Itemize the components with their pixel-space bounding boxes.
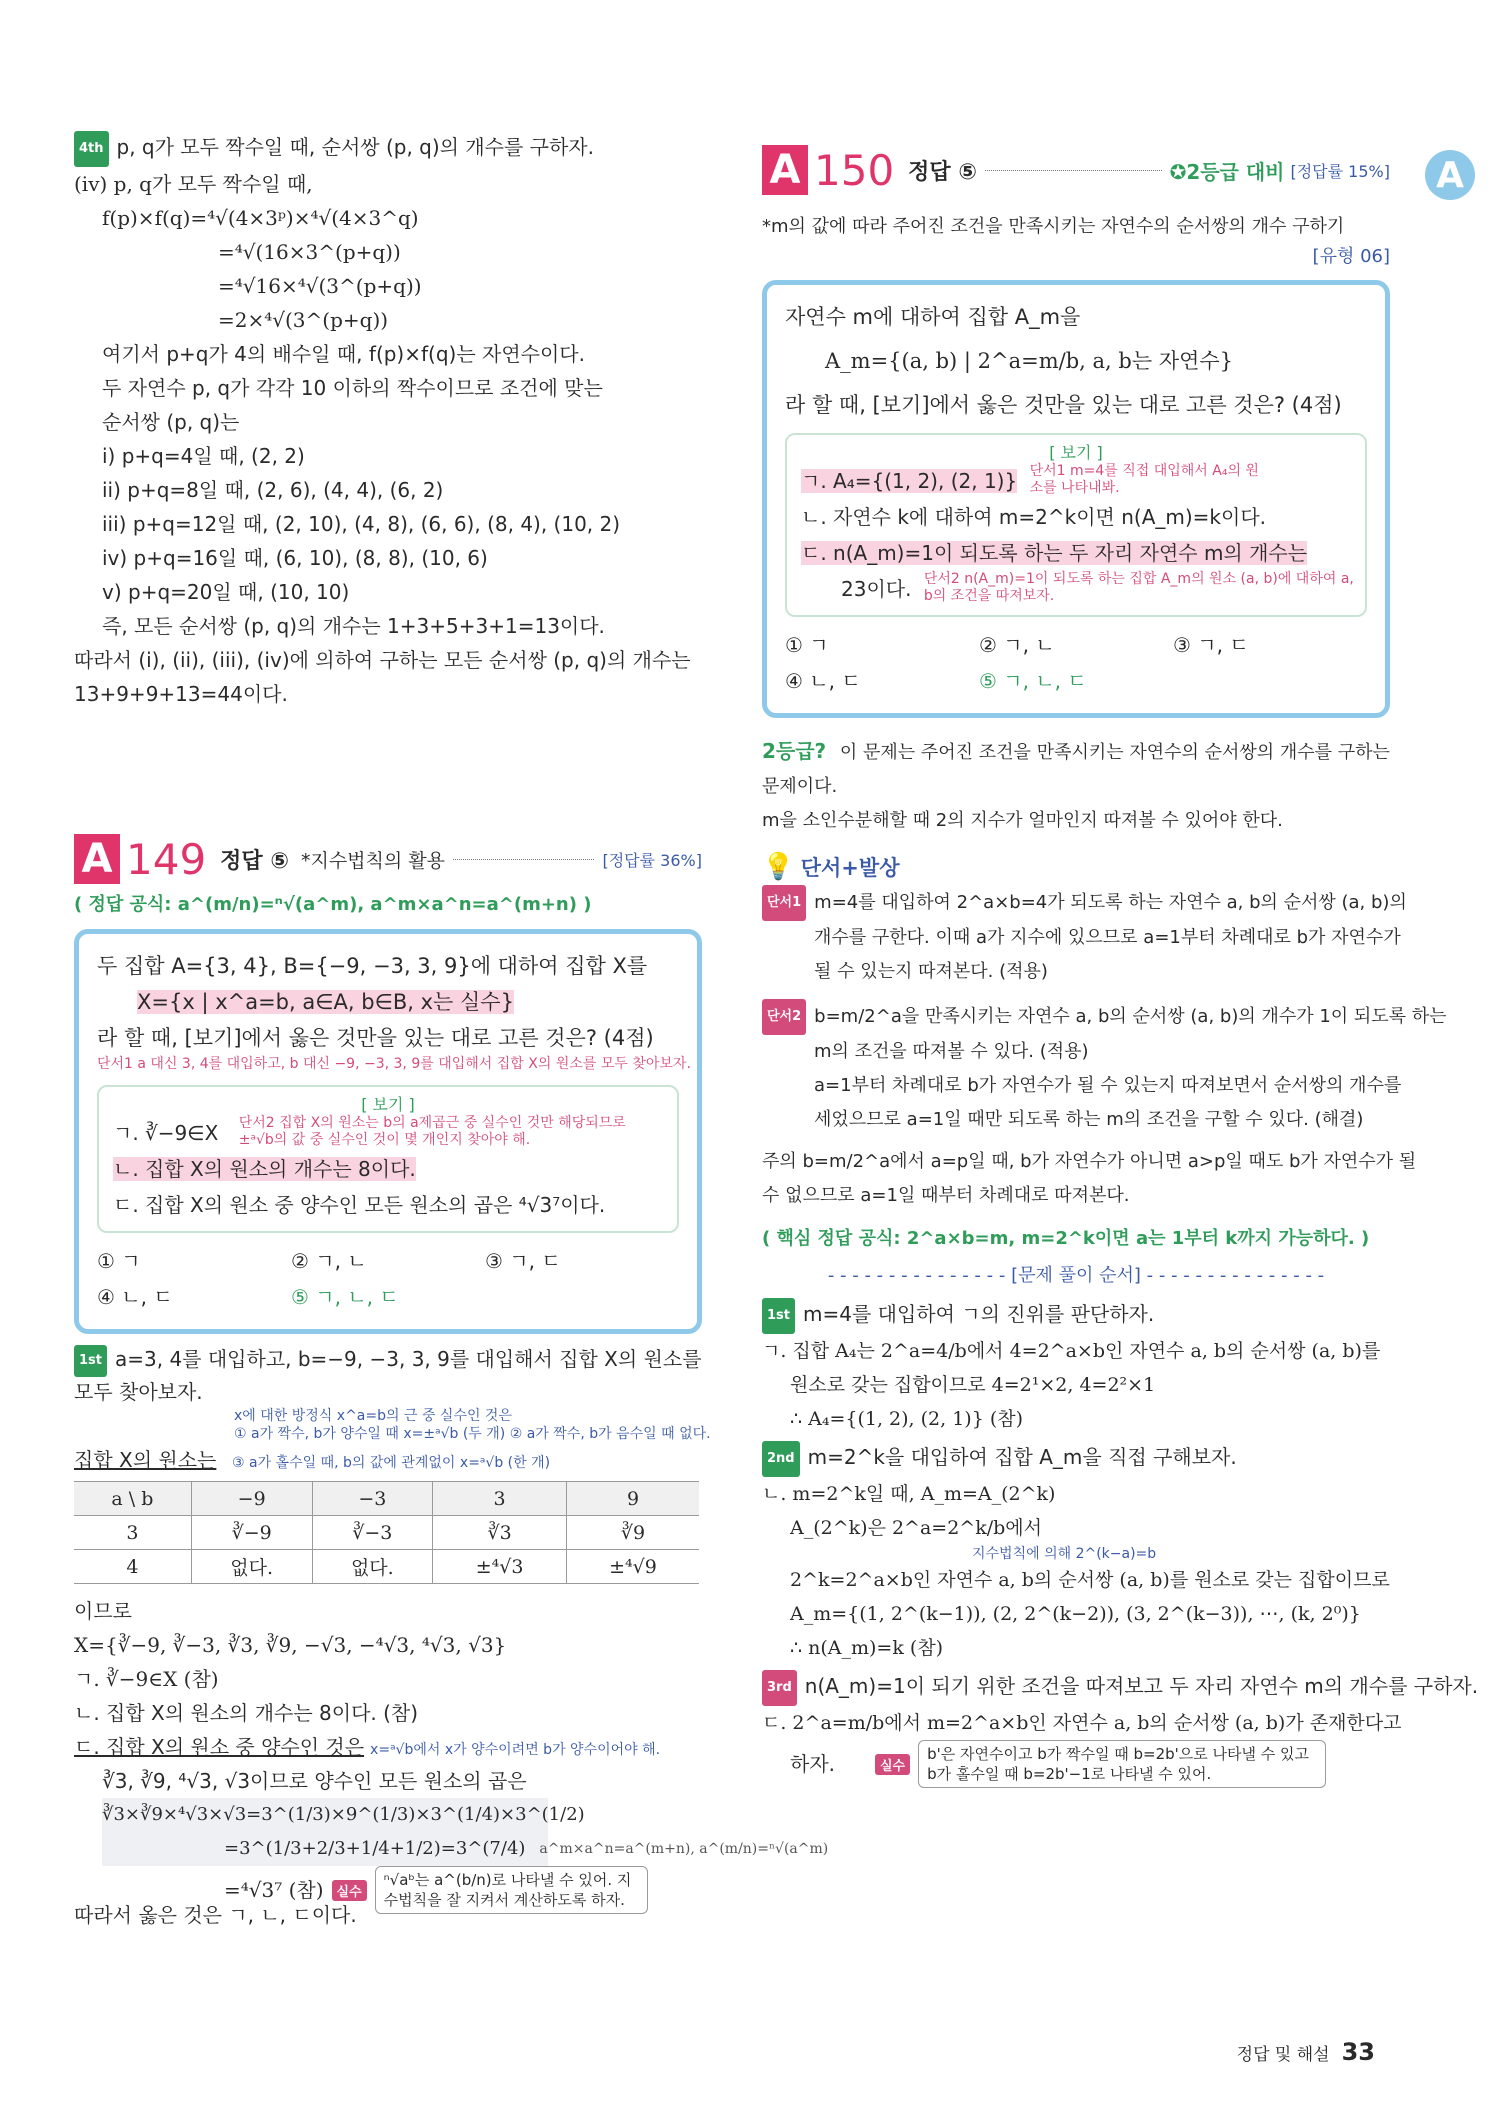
text-line: m을 소인수분해할 때 2의 지수가 얼마인지 따져볼 수 있어야 한다.	[762, 810, 1283, 831]
step1-note: ① a가 짝수, b가 양수일 때 x=±ᵃ√b (두 개) ② a가 짝수, b가 음수일 때 없다.	[234, 1426, 711, 1442]
text-line: 여기서 p+q가 4의 배수일 때, f(p)×f(q)는 자연수이다.	[102, 342, 585, 366]
text-line: 13+9+9+13=44이다.	[74, 682, 288, 706]
problem-type: [유형 06]	[1312, 246, 1390, 267]
step-tag: 2nd	[762, 1441, 800, 1477]
question-line: 두 집합 A={3, 4}, B={−9, −3, 3, 9}에 대하여 집합 X를	[97, 954, 648, 978]
law-note: a^m×a^n=a^(m+n), a^(m/n)=ⁿ√(a^m)	[539, 1841, 829, 1857]
choice-5[interactable]: ⑤ ㄱ, ㄴ, ㄷ	[979, 669, 1087, 693]
table-cell: −9	[191, 1482, 312, 1516]
choice-1[interactable]: ① ㄱ	[785, 633, 829, 657]
question-box	[762, 280, 1390, 718]
math-line: =⁴√(16×3^(p+q))	[218, 240, 401, 264]
question-line: 라 할 때, [보기]에서 옳은 것만을 있는 대로 고른 것은? (4점)	[97, 1026, 654, 1050]
math-line: ∛3×∛9×⁴√3×√3=3^(1/3)×9^(1/3)×3^(1/4)×3^(1/2)	[102, 1804, 585, 1825]
hint-2: 단서2 집합 X의 원소는 b의 a제곱근 중 실수인 것만 해당되므로 ±ᵃ√b의 값 중 실수인 것이 몇 개인지 찾아야 해.	[238, 1115, 626, 1148]
bogi-item: ㄷ. 집합 X의 원소 중 양수인 모든 원소의 곱은 ⁴√3⁷이다.	[113, 1193, 606, 1217]
math-line: A_(2^k)은 2^a=2^k/b에서	[790, 1517, 1043, 1539]
chapter-badge: A	[1425, 150, 1475, 200]
table-cell: ∛−9	[191, 1516, 312, 1550]
math-line: ∴ A₄={(1, 2), (2, 1)} (참)	[790, 1408, 1024, 1430]
math-line: ㄴ. m=2^k일 때, A_m=A_(2^k)	[762, 1483, 1056, 1505]
case-line: iv) p+q=16일 때, (6, 10), (8, 8), (10, 6)	[102, 546, 488, 570]
math-line: =⁴√3⁷ (참)	[224, 1878, 324, 1902]
problem-topic: *지수법칙의 활용	[300, 849, 445, 872]
caution-line: 주의 b=m/2^a에서 a=p일 때, b가 자연수가 아니면 a>p일 때도 b가 자연수가 될	[762, 1151, 1417, 1172]
table-cell: 9	[566, 1482, 699, 1516]
table-cell: 없다.	[312, 1550, 433, 1584]
math-line: =3^(1/3+2/3+1/4+1/2)=3^(7/4)	[224, 1838, 526, 1859]
lightbulb-icon: 💡	[762, 852, 795, 882]
math-line: 2^k=2^a×b인 자연수 a, b의 순서쌍 (a, b)를 원소로 갖는 집합이므로	[790, 1569, 1390, 1591]
question-box	[74, 929, 702, 1334]
choice-3[interactable]: ③ ㄱ, ㄷ	[485, 1249, 561, 1273]
table-cell: ∛−3	[312, 1516, 433, 1550]
hint-1: 단서1 m=4를 직접 대입해서 A₄의 원소를 나타내봐.	[1029, 463, 1259, 496]
choice-4[interactable]: ④ ㄴ, ㄷ	[97, 1285, 173, 1309]
step-tag: 1st	[74, 1345, 107, 1377]
choice-3[interactable]: ③ ㄱ, ㄷ	[1173, 633, 1249, 657]
problem-topic: *m의 값에 따라 주어진 조건을 만족시키는 자연수의 순서쌍의 개수 구하기	[762, 216, 1345, 237]
choice-1[interactable]: ① ㄱ	[97, 1249, 141, 1273]
hint-1: 단서1 a 대신 3, 4를 대입하고, b 대신 −9, −3, 3, 9를 대입해서 집합 X의 원소를 모두 찾아보자.	[97, 1056, 691, 1072]
step1-heading: 1st a=3, 4를 대입하고, b=−9, −3, 3, 9를 대입해서 집합 X의 원소를 모두 찾아보자.	[74, 1347, 702, 1404]
bogi-item: ㄷ. n(A_m)=1이 되도록 하는 두 자리 자연수 m의 개수는	[801, 541, 1308, 565]
choice-2[interactable]: ② ㄱ, ㄴ	[291, 1249, 367, 1273]
problem-number: 150	[814, 145, 895, 195]
problem-a-label: A	[74, 834, 120, 884]
step-heading: m=2^k을 대입하여 집합 A_m을 직접 구해보자.	[807, 1445, 1237, 1469]
choice-2[interactable]: ② ㄱ, ㄴ	[979, 633, 1055, 657]
text-line: 이므로	[74, 1599, 132, 1623]
text-line: 이 문제는 주어진 조건을 만족시키는 자연수의 순서쌍의 개수를 구하는	[839, 742, 1390, 763]
positive-note: x=ᵃ√b에서 x가 양수이려면 b가 양수이어야 해.	[370, 1742, 661, 1758]
table-cell: ∛9	[566, 1516, 699, 1550]
page-footer	[1237, 2038, 1375, 2066]
math-line: ㄱ. 집합 A₄는 2^a=4/b에서 4=2^a×b인 자연수 a, b의 순서쌍 (a, b)를	[762, 1340, 1381, 1362]
text-line: ∛3, ∛9, ⁴√3, √3이므로 양수인 모든 원소의 곱은	[102, 1769, 527, 1793]
table-cell: −3	[312, 1482, 433, 1516]
bogi-title: [ 보기 ]	[1049, 443, 1103, 462]
dotted-leader	[453, 859, 594, 860]
bogi-box	[97, 1085, 679, 1233]
problem-number: 149	[126, 834, 207, 884]
choice-5[interactable]: ⑤ ㄱ, ㄴ, ㄷ	[291, 1285, 399, 1309]
caution-line: 수 없으므로 a=1일 때부터 차례대로 따져본다.	[762, 1185, 1130, 1206]
table-cell: 4	[74, 1550, 191, 1584]
answer-formula: ( 정답 공식: a^(m/n)=ⁿ√(a^m), a^m×a^n=a^(m+n) )	[74, 894, 592, 915]
page-number: 33	[1341, 2038, 1375, 2066]
step1-note: x에 대한 방정식 x^a=b의 근 중 실수인 것은	[234, 1408, 512, 1424]
question-line: X={x | x^a=b, a∈A, b∈B, x는 실수}	[137, 990, 514, 1014]
bogi-box	[785, 433, 1367, 617]
table-cell: 3	[433, 1482, 567, 1516]
solution-order-title: - - - - - - - - - - - - - - - [문제 풀이 순서] - - - - - - - - - - - - - - -	[827, 1265, 1325, 1286]
why-tag: 2등급?	[762, 739, 827, 763]
math-line: ㄷ. 2^a=m/b에서 m=2^a×b인 자연수 a, b의 순서쌍 (a, b)가 존재한다고	[762, 1712, 1402, 1734]
bogi-item: 23이다.	[841, 577, 912, 601]
case-line: iii) p+q=12일 때, (2, 10), (4, 8), (6, 6), (8, 4), (10, 2)	[102, 512, 621, 536]
bogi-item: ㄱ. ∛−9∈X	[113, 1121, 219, 1145]
correct-rate: [정답률 36%]	[602, 850, 702, 870]
text-line: 순서쌍 (p, q)는	[102, 410, 240, 434]
choices	[97, 1243, 679, 1315]
grade-label: ✪2등급 대비	[1169, 159, 1285, 184]
math-line: 원소로 갖는 집합이므로 4=2¹×2, 4=2²×1	[790, 1374, 1156, 1396]
math-line: f(p)×f(q)=⁴√(4×3ᵖ)×⁴√(4×3^q)	[102, 206, 419, 230]
right-column: A 150 정답 ⑤ ✪2등급 대비 [정답률 15%] *m의 값에 따라 주어진 조건을 만족시키는 자연수의 순서쌍의 개수 구하기 [유형 06] 자연수 m에 대하여 집합 A_m을 A_m={(a, b) | 2^a=m/b, a, b는 자연수} 라 할 때, [보기]에서 옳은 것만을 있는 대로 고른 것은? (4점) [ 보기 ] ㄱ. A₄={(1, 2), (2, 1)} 단서1 m=4를 직접 대입해서 A₄의 원소를 나타내봐. ㄴ. 자연수 k에 대하여 m=2^k이면 n(A_m)=k이다. ㄷ. n(A_m)=1이 되도록 하는 두 자리 자연수 m의 개수는 23이다. 단서2 n(A_m)=1이 되도록 하는 집합 A_m의 원소 (a, b)에 대하여 a, b의 조건을 따져보자. ① ㄱ ② ㄱ, ㄴ ③ ㄱ, ㄷ ④ ㄴ, ㄷ ⑤ ㄱ, ㄴ, ㄷ 2등급? 이 문제는 주어진 조건을 만족시키는 자연수의 순서쌍의 개수를 구하는 문제이다. m을 소인수분해할 때 2의 지수가 얼마인지 따져볼 수 있어야 한다. 💡 단서+발상 단서1 m=4를 대입하여 2^a×b=4가 되도록 하는 자연수 a, b의 순서쌍 (a, b)의 개수를 구한다. 이때 a가 지수에 있으므로 a=1부터 차례대로 b가 자연수가 될 수 있는지 따져본다. (적용) 단서2 b=m/2^a을 만족시키는 자연수 a, b의 순서쌍 (a, b)의 개수가 1이 되도록 하는 m의 조건을 따져볼 수 있다. (적용) a=1부터 차례대로 b가 자연수가 될 수 있는지 따져보면서 순서쌍의 개수를 세었으므로 a=1일 때만 되도록 하는 m의 조건을 구할 수 있다. (해결) 주의 b=m/2^a에서 a=p일 때, b가 자연수가 아니면 a>p일 때도 b가 자연수가 될 수 없으므로 a=1일 때부터 차례대로 따져본다. ( 핵심 정답 공식: 2^a×b=m, m=2^k이면 a는 1부터 k까지 가능하다. ) - - - - - - - - - - - - - - - [문제 풀이 순서] - - - - - - - - - - - - - - - 1st m=4를 대입하여 ㄱ의 진위를 판단하자. ㄱ. 집합 A₄는 2^a=4/b에서 4=2^a×b인 자연수 a, b의 순서쌍 (a, b)를 원소로 갖는 집합이므로 4=2¹×2, 4=2²×1 ∴ A₄={(1, 2), (2, 1)} (참) 2nd m=2^k을 대입하여 집합 A_m을 직접 구해보자. ㄴ. m=2^k일 때, A_m=A_(2^k) A_(2^k)은 2^a=2^k/b에서 지수법칙에 의해 2^(k−a)=b 2^k=2^a×b인 자연수 a, b의 순서쌍 (a, b)를 원소로 갖는 집합이므로 A_m={(1, 2^(k−1)), (2, 2^(k−2)), (3, 2^(k−3)), ⋯, (k, 2⁰)} ∴ n(A_m)=k (참) 3rd n(A_m)=1이 되기 위한 조건을 따져보고 두 자리 자연수 m의 개수를 구하자. ㄷ. 2^a=m/b에서 m=2^a×b인 자연수 a, b의 순서쌍 (a, b)가 존재한다고 하자. 실수 b'은 자연수이고 b가 짝수일 때 b=2b'으로 나타낼 수 있고 b가 홀수일 때 b=2b'−1로 나타낼 수 있어.	[762, 140, 1390, 1788]
conclusion-line: 따라서 옳은 것은 ㄱ, ㄴ, ㄷ이다.	[74, 1903, 357, 1927]
answer-label: 정답 ⑤	[908, 159, 977, 185]
question-line: 자연수 m에 대하여 집합 A_m을	[785, 305, 1081, 329]
tip-box: b'은 자연수이고 b가 짝수일 때 b=2b'으로 나타낼 수 있고 b가 홀수일 때 b=2b'−1로 나타낼 수 있어.	[918, 1740, 1326, 1788]
text-line: 하자.	[790, 1752, 835, 1776]
set-label: 집합 X의 원소는	[74, 1448, 217, 1472]
text-line: ㄴ. 집합 X의 원소의 개수는 8이다. (참)	[74, 1701, 419, 1725]
text-line: ㄷ. 집합 X의 원소 중 양수인 것은	[74, 1735, 365, 1759]
case-line: i) p+q=4일 때, (2, 2)	[102, 444, 305, 468]
text-line: 개수를 구한다. 이때 a가 지수에 있으므로 a=1부터 차례대로 b가 자연수가	[814, 927, 1401, 948]
step-heading: m=4를 대입하여 ㄱ의 진위를 판단하자.	[803, 1302, 1155, 1326]
table-row	[74, 1516, 699, 1550]
bogi-item: ㄴ. 자연수 k에 대하여 m=2^k이면 n(A_m)=k이다.	[801, 505, 1267, 529]
problem-150-header	[762, 140, 1390, 200]
step-tag: 4th	[74, 131, 109, 167]
text-line: a=1부터 차례대로 b가 자연수가 될 수 있는지 따져보면서 순서쌍의 개수를	[814, 1075, 1402, 1096]
question-line: 라 할 때, [보기]에서 옳은 것만을 있는 대로 고른 것은? (4점)	[785, 393, 1342, 417]
text-line: 세었으므로 a=1일 때만 되도록 하는 m의 조건을 구할 수 있다. (해결)	[814, 1109, 1364, 1130]
table-row	[74, 1550, 699, 1584]
problem-149-header	[74, 829, 702, 889]
text-line: 즉, 모든 순서쌍 (p, q)의 개수는 1+3+5+3+1=13이다.	[102, 614, 605, 638]
text-line: m의 조건을 따져볼 수 있다. (적용)	[814, 1041, 1089, 1062]
bogi-title: [ 보기 ]	[361, 1095, 415, 1114]
text-line: 두 자연수 p, q가 각각 10 이하의 짝수이므로 조건에 맞는	[102, 376, 603, 400]
step-tag: 3rd	[762, 1670, 797, 1706]
law-note: 지수법칙에 의해 2^(k−a)=b	[972, 1546, 1157, 1562]
table-cell: ∛3	[433, 1516, 567, 1550]
case-line: v) p+q=20일 때, (10, 10)	[102, 580, 350, 604]
text-line: 따라서 (i), (ii), (iii), (iv)에 의하여 구하는 모든 순서쌍 (p, q)의 개수는	[74, 648, 691, 672]
text-line: 문제이다.	[762, 776, 838, 797]
text-line: m=4를 대입하여 2^a×b=4가 되도록 하는 자연수 a, b의 순서쌍 (a, b)의	[814, 892, 1407, 913]
step4-heading: 4th p, q가 모두 짝수일 때, 순서쌍 (p, q)의 개수를 구하자.	[74, 130, 702, 167]
math-line: ∴ n(A_m)=k (참)	[790, 1637, 944, 1659]
table-cell: 3	[74, 1516, 191, 1550]
bogi-item: ㄴ. 집합 X의 원소의 개수는 8이다.	[113, 1157, 416, 1181]
table-header-row	[74, 1482, 699, 1516]
step1-note: ③ a가 홀수일 때, b의 값에 관계없이 x=ᵃ√b (한 개)	[232, 1455, 551, 1471]
case-line: ii) p+q=8일 때, (2, 6), (4, 4), (6, 2)	[102, 478, 444, 502]
core-formula: ( 핵심 정답 공식: 2^a×b=m, m=2^k이면 a는 1부터 k까지 가능하다. )	[762, 1228, 1370, 1249]
table-cell: 없다.	[191, 1550, 312, 1584]
table-cell: ±⁴√3	[433, 1550, 567, 1584]
math-line: =⁴√16×⁴√(3^(p+q))	[218, 274, 422, 298]
tip-label: 실수	[875, 1754, 910, 1775]
problem-a-label: A	[762, 145, 808, 195]
tip-label: 실수	[332, 1880, 367, 1901]
dotted-leader	[985, 170, 1162, 171]
table-cell: a \ b	[74, 1482, 191, 1516]
math-line: A_m={(1, 2^(k−1)), (2, 2^(k−2)), (3, 2^(k−3)), ⋯, (k, 2⁰)}	[790, 1603, 1361, 1625]
element-table	[74, 1481, 699, 1584]
math-line: =2×⁴√(3^(p+q))	[218, 308, 389, 332]
question-line: A_m={(a, b) | 2^a=m/b, a, b는 자연수}	[825, 349, 1234, 373]
bogi-item: ㄱ. A₄={(1, 2), (2, 1)}	[801, 469, 1018, 493]
section-title: 단서+발상	[800, 856, 900, 880]
math-line: ㄱ. ∛−9∈X (참)	[74, 1667, 219, 1691]
footer-label: 정답 및 해설	[1236, 2045, 1330, 2065]
step-heading: n(A_m)=1이 되기 위한 조건을 따져보고 두 자리 자연수 m의 개수를 구하자.	[804, 1674, 1479, 1698]
choice-4[interactable]: ④ ㄴ, ㄷ	[785, 669, 861, 693]
math-line: X={∛−9, ∛−3, ∛3, ∛9, −√3, −⁴√3, ⁴√3, √3}	[74, 1633, 507, 1657]
text-line: (iv) p, q가 모두 짝수일 때,	[74, 172, 313, 196]
tip-box: ⁿ√aᵇ는 a^(b/n)로 나타낼 수 있어. 지수법칙을 잘 지켜서 계산하도록 하자.	[375, 1866, 648, 1914]
correct-rate: [정답률 15%]	[1290, 161, 1390, 181]
text-line: 될 수 있는지 따져본다. (적용)	[814, 961, 1048, 982]
answer-label: 정답 ⑤	[220, 848, 289, 874]
table-cell: ±⁴√9	[566, 1550, 699, 1584]
choices	[785, 627, 1367, 699]
text-line: b=m/2^a을 만족시키는 자연수 a, b의 순서쌍 (a, b)의 개수가 1이 되도록 하는	[814, 1006, 1447, 1027]
step-tag: 1st	[762, 1298, 795, 1334]
hint-2: 단서2 n(A_m)=1이 되도록 하는 집합 A_m의 원소 (a, b)에 대하여 a, b의 조건을 따져보자.	[923, 571, 1354, 604]
